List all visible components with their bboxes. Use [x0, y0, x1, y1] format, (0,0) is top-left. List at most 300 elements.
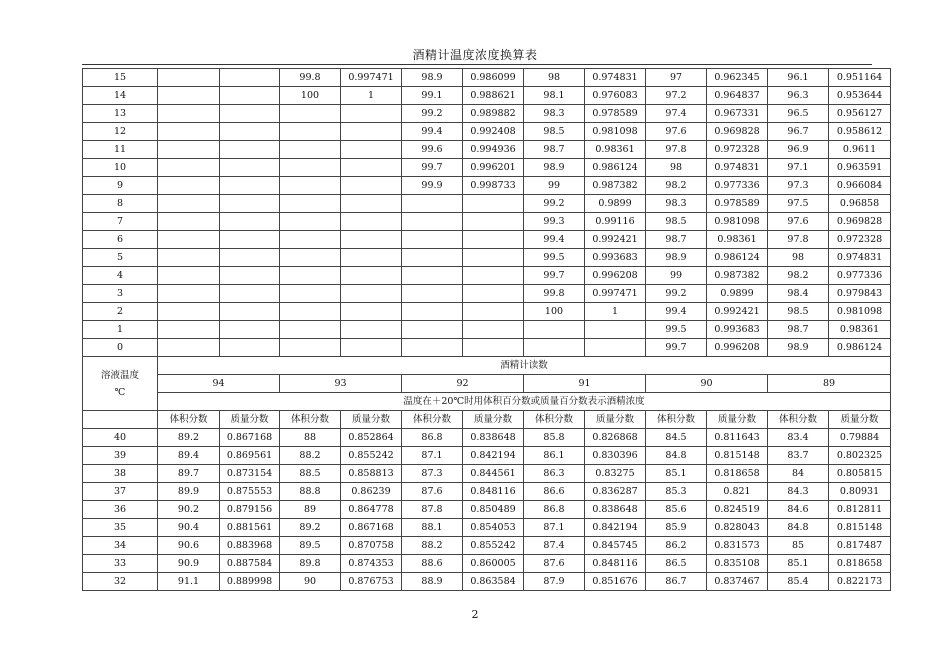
volume-fraction-cell: 86.8 [524, 501, 585, 519]
volume-fraction-cell: 98.3 [646, 195, 707, 213]
mass-fraction-cell: 0.986099 [463, 69, 524, 87]
mass-fraction-cell: 0.848116 [463, 483, 524, 501]
volume-fraction-cell: 99.3 [524, 213, 585, 231]
volume-fraction-cell: 96.3 [768, 87, 829, 105]
volume-fraction-cell [280, 285, 341, 303]
mass-fraction-cell: 0.996208 [585, 267, 646, 285]
volume-fraction-cell: 86.8 [402, 429, 463, 447]
volume-fraction-cell: 97.3 [768, 177, 829, 195]
table-row [83, 465, 891, 483]
mass-fraction-cell: 0.979843 [829, 285, 891, 303]
mass-fraction-cell: 0.842194 [585, 519, 646, 537]
mass-fraction-cell: 0.845745 [585, 537, 646, 555]
volume-fraction-cell: 89.2 [158, 429, 220, 447]
volume-fraction-cell: 87.9 [524, 573, 585, 591]
mass-fraction-cell: 0.986124 [829, 339, 891, 357]
mass-fraction-cell: 0.992421 [707, 303, 768, 321]
mass-fraction-cell: 0.958612 [829, 123, 891, 141]
mass-fraction-cell: 0.956127 [829, 105, 891, 123]
volume-fraction-cell: 85.3 [646, 483, 707, 501]
volume-fraction-cell: 90.2 [158, 501, 220, 519]
table-row [83, 519, 891, 537]
volume-fraction-cell [402, 249, 463, 267]
mass-fraction-cell: 0.98361 [585, 141, 646, 159]
volume-fraction-cell: 89 [280, 501, 341, 519]
volume-fraction-cell [158, 87, 220, 105]
volume-fraction-cell: 96.1 [768, 69, 829, 87]
volume-fraction-cell: 99.9 [402, 177, 463, 195]
volume-fraction-cell: 84.6 [768, 501, 829, 519]
volume-fraction-cell: 99.7 [402, 159, 463, 177]
volume-fraction-cell [158, 105, 220, 123]
volume-fraction-cell: 86.1 [524, 447, 585, 465]
table-row [83, 501, 891, 519]
volume-fraction-cell [280, 177, 341, 195]
volume-fraction-cell: 90 [280, 573, 341, 591]
volume-fraction-cell: 98.9 [524, 159, 585, 177]
volume-fraction-cell: 97.8 [768, 231, 829, 249]
volume-fraction-cell [280, 159, 341, 177]
table-row [83, 429, 891, 447]
mass-fraction-cell: 0.869561 [220, 447, 280, 465]
volume-fraction-cell: 98.9 [402, 69, 463, 87]
mass-fraction-cell: 0.989882 [463, 105, 524, 123]
temperature-cell: 11 [83, 141, 158, 159]
mass-fraction-cell: 0.9899 [585, 195, 646, 213]
mass-fraction-cell [341, 267, 402, 285]
volume-fraction-label: 体积分数 [402, 411, 463, 429]
volume-fraction-cell: 98.9 [646, 249, 707, 267]
volume-fraction-cell [158, 303, 220, 321]
mass-fraction-cell [220, 213, 280, 231]
table-row [83, 213, 891, 231]
mass-fraction-cell: 0.821 [707, 483, 768, 501]
volume-fraction-cell: 97.4 [646, 105, 707, 123]
table-row [83, 537, 891, 555]
mass-fraction-cell: 0.881561 [220, 519, 280, 537]
volume-fraction-cell [402, 267, 463, 285]
mass-fraction-cell: 0.867168 [341, 519, 402, 537]
volume-fraction-cell: 97.5 [768, 195, 829, 213]
mass-fraction-cell: 0.815148 [707, 447, 768, 465]
volume-fraction-cell: 85.9 [646, 519, 707, 537]
volume-fraction-cell: 99.4 [524, 231, 585, 249]
volume-fraction-cell [158, 267, 220, 285]
mass-fraction-cell [220, 141, 280, 159]
mass-fraction-cell: 0.850489 [463, 501, 524, 519]
volume-fraction-cell: 98 [768, 249, 829, 267]
mass-fraction-cell [220, 177, 280, 195]
temperature-cell: 34 [83, 537, 158, 555]
upper-table-body [83, 69, 891, 357]
table-row [83, 231, 891, 249]
temperature-cell: 37 [83, 483, 158, 501]
volume-fraction-cell: 99.5 [524, 249, 585, 267]
mass-fraction-cell: 0.967331 [707, 105, 768, 123]
volume-fraction-cell: 88.5 [280, 465, 341, 483]
lower-table-body [83, 429, 891, 591]
mass-fraction-cell [220, 339, 280, 357]
volume-fraction-cell: 97.6 [646, 123, 707, 141]
temperature-header [83, 357, 158, 411]
mass-fraction-cell: 0.988621 [463, 87, 524, 105]
volume-fraction-cell: 98.3 [524, 105, 585, 123]
volume-fraction-cell: 98.7 [646, 231, 707, 249]
volume-fraction-cell [402, 213, 463, 231]
volume-fraction-cell [280, 231, 341, 249]
volume-fraction-cell: 98.9 [768, 339, 829, 357]
volume-fraction-cell: 88.6 [402, 555, 463, 573]
volume-fraction-cell: 87.1 [402, 447, 463, 465]
volume-fraction-cell: 85.6 [646, 501, 707, 519]
mass-fraction-cell: 0.818658 [707, 465, 768, 483]
table-row [83, 249, 891, 267]
mass-fraction-cell [341, 213, 402, 231]
table-row [83, 303, 891, 321]
concentration-note: 温度在＋20℃时用体积百分数或质量百分数表示酒精浓度 [158, 393, 891, 411]
mass-fraction-cell: 0.835108 [707, 555, 768, 573]
title-divider [82, 64, 872, 65]
volume-fraction-cell: 97.1 [768, 159, 829, 177]
mass-fraction-cell: 0.974831 [829, 249, 891, 267]
mass-fraction-cell [220, 303, 280, 321]
mass-fraction-cell: 0.978589 [707, 195, 768, 213]
volume-fraction-cell: 99.8 [524, 285, 585, 303]
mass-fraction-cell [463, 213, 524, 231]
mass-fraction-cell: 0.818658 [829, 555, 891, 573]
mass-fraction-cell: 0.867168 [220, 429, 280, 447]
mass-fraction-cell: 0.883968 [220, 537, 280, 555]
volume-fraction-cell [280, 123, 341, 141]
mass-fraction-cell: 0.992421 [585, 231, 646, 249]
volume-fraction-cell: 87.6 [402, 483, 463, 501]
volume-fraction-cell: 99.5 [646, 321, 707, 339]
mass-fraction-cell: 0.812811 [829, 501, 891, 519]
mass-fraction-cell: 0.9899 [707, 285, 768, 303]
volume-fraction-cell: 90.9 [158, 555, 220, 573]
mass-fraction-cell [585, 339, 646, 357]
volume-fraction-cell: 85.1 [646, 465, 707, 483]
volume-fraction-cell: 98.5 [524, 123, 585, 141]
temperature-cell: 12 [83, 123, 158, 141]
volume-fraction-cell: 99.1 [402, 87, 463, 105]
temperature-cell: 6 [83, 231, 158, 249]
mass-fraction-cell: 0.83275 [585, 465, 646, 483]
reading-value-5: 89 [768, 375, 891, 393]
volume-fraction-cell: 83.4 [768, 429, 829, 447]
volume-fraction-cell: 98.5 [768, 303, 829, 321]
mass-fraction-cell: 0.876753 [341, 573, 402, 591]
volume-fraction-label: 体积分数 [280, 411, 341, 429]
volume-fraction-label: 体积分数 [524, 411, 585, 429]
mass-fraction-cell: 0.842194 [463, 447, 524, 465]
table-row [83, 159, 891, 177]
mass-fraction-cell [463, 321, 524, 339]
volume-fraction-cell: 90.4 [158, 519, 220, 537]
volume-fraction-label: 体积分数 [646, 411, 707, 429]
temperature-label: 溶液温度 [100, 369, 139, 381]
volume-fraction-cell: 87.8 [402, 501, 463, 519]
volume-fraction-cell: 84.3 [768, 483, 829, 501]
volume-fraction-cell [402, 231, 463, 249]
mass-fraction-cell [341, 303, 402, 321]
volume-fraction-cell [280, 339, 341, 357]
mass-fraction-cell: 0.977336 [829, 267, 891, 285]
reading-value-2: 92 [402, 375, 524, 393]
mass-fraction-label: 质量分数 [341, 411, 402, 429]
volume-fraction-cell: 85.1 [768, 555, 829, 573]
mass-fraction-cell [341, 339, 402, 357]
mass-fraction-cell: 0.98361 [829, 321, 891, 339]
mass-fraction-cell: 0.997471 [585, 285, 646, 303]
volume-fraction-cell [158, 321, 220, 339]
mass-fraction-cell: 0.974831 [585, 69, 646, 87]
volume-fraction-cell: 96.9 [768, 141, 829, 159]
mass-fraction-cell: 0.830396 [585, 447, 646, 465]
mass-fraction-cell: 0.977336 [707, 177, 768, 195]
mass-fraction-cell: 0.969828 [707, 123, 768, 141]
reading-value-4: 90 [646, 375, 768, 393]
volume-fraction-cell [524, 339, 585, 357]
mass-fraction-cell: 0.863584 [463, 573, 524, 591]
mass-fraction-cell: 0.838648 [585, 501, 646, 519]
temperature-cell: 32 [83, 573, 158, 591]
volume-fraction-cell: 97 [646, 69, 707, 87]
mass-fraction-cell: 0.805815 [829, 465, 891, 483]
mass-fraction-cell [220, 267, 280, 285]
volume-fraction-cell: 89.4 [158, 447, 220, 465]
volume-fraction-cell [158, 177, 220, 195]
mass-fraction-label: 质量分数 [463, 411, 524, 429]
mass-fraction-cell: 0.831573 [707, 537, 768, 555]
volume-fraction-cell: 87.3 [402, 465, 463, 483]
mass-fraction-cell: 0.855242 [341, 447, 402, 465]
table-row [83, 195, 891, 213]
volume-fraction-cell: 84.8 [646, 447, 707, 465]
mass-fraction-cell: 0.974831 [707, 159, 768, 177]
mass-fraction-cell [341, 105, 402, 123]
mass-fraction-cell [341, 123, 402, 141]
mass-fraction-label: 质量分数 [829, 411, 891, 429]
mass-fraction-cell: 0.96858 [829, 195, 891, 213]
mass-fraction-cell: 0.993683 [707, 321, 768, 339]
mass-fraction-cell: 0.837467 [707, 573, 768, 591]
table-row [83, 321, 891, 339]
volume-fraction-cell: 85.4 [768, 573, 829, 591]
mass-fraction-cell: 0.811643 [707, 429, 768, 447]
mass-fraction-cell: 0.981098 [829, 303, 891, 321]
volume-fraction-cell: 99 [646, 267, 707, 285]
mass-fraction-cell [463, 267, 524, 285]
temperature-cell: 33 [83, 555, 158, 573]
volume-fraction-cell: 100 [280, 87, 341, 105]
volume-fraction-cell: 98.7 [768, 321, 829, 339]
volume-fraction-cell [402, 195, 463, 213]
mass-fraction-cell: 0.981098 [707, 213, 768, 231]
temperature-cell: 8 [83, 195, 158, 213]
volume-fraction-cell [280, 105, 341, 123]
volume-fraction-label: 体积分数 [768, 411, 829, 429]
volume-fraction-label: 体积分数 [158, 411, 220, 429]
mass-fraction-cell: 0.80931 [829, 483, 891, 501]
mass-fraction-cell: 0.966084 [829, 177, 891, 195]
table-header [83, 357, 891, 429]
mass-fraction-cell: 0.826868 [585, 429, 646, 447]
reading-value-1: 93 [280, 375, 402, 393]
mass-fraction-cell: 0.854053 [463, 519, 524, 537]
mass-fraction-cell: 0.851676 [585, 573, 646, 591]
mass-fraction-cell [220, 249, 280, 267]
reading-value-3: 91 [524, 375, 646, 393]
volume-fraction-cell: 96.7 [768, 123, 829, 141]
volume-fraction-cell: 88.2 [280, 447, 341, 465]
volume-fraction-cell: 86.7 [646, 573, 707, 591]
table-row [83, 285, 891, 303]
mass-fraction-cell: 0.986124 [585, 159, 646, 177]
volume-fraction-cell [402, 285, 463, 303]
volume-fraction-cell [158, 141, 220, 159]
mass-fraction-cell: 0.98361 [707, 231, 768, 249]
volume-fraction-cell: 98.2 [646, 177, 707, 195]
mass-fraction-cell: 0.844561 [463, 465, 524, 483]
reading-header: 酒精计读数 [158, 357, 891, 375]
volume-fraction-cell: 89.9 [158, 483, 220, 501]
volume-fraction-cell: 99.8 [280, 69, 341, 87]
volume-fraction-cell [280, 141, 341, 159]
mass-fraction-cell [220, 321, 280, 339]
volume-fraction-cell [158, 69, 220, 87]
table-row [83, 69, 891, 87]
mass-fraction-cell: 0.836287 [585, 483, 646, 501]
table-row [83, 339, 891, 357]
mass-fraction-cell [220, 159, 280, 177]
mass-fraction-label: 质量分数 [585, 411, 646, 429]
volume-fraction-cell [402, 321, 463, 339]
volume-fraction-cell: 98 [524, 69, 585, 87]
mass-fraction-cell [463, 303, 524, 321]
mass-fraction-cell: 0.887584 [220, 555, 280, 573]
mass-fraction-cell: 0.976083 [585, 87, 646, 105]
mass-fraction-cell: 0.79884 [829, 429, 891, 447]
temperature-cell: 0 [83, 339, 158, 357]
volume-fraction-cell: 87.6 [524, 555, 585, 573]
temperature-cell: 7 [83, 213, 158, 231]
volume-fraction-cell: 98.5 [646, 213, 707, 231]
volume-fraction-cell: 86.3 [524, 465, 585, 483]
mass-fraction-cell [341, 285, 402, 303]
mass-fraction-cell: 0.870758 [341, 537, 402, 555]
page-number: 2 [471, 608, 479, 621]
volume-fraction-cell: 97.6 [768, 213, 829, 231]
mass-fraction-cell: 0.858813 [341, 465, 402, 483]
volume-fraction-cell [402, 339, 463, 357]
volume-fraction-cell [402, 303, 463, 321]
volume-fraction-cell [158, 123, 220, 141]
mass-fraction-cell: 0.951164 [829, 69, 891, 87]
volume-fraction-cell: 88.2 [402, 537, 463, 555]
temperature-cell: 40 [83, 429, 158, 447]
table-row [83, 141, 891, 159]
conversion-table [82, 68, 891, 591]
table-row [83, 483, 891, 501]
volume-fraction-cell [158, 159, 220, 177]
mass-fraction-cell: 0.996208 [707, 339, 768, 357]
mass-fraction-cell: 0.875553 [220, 483, 280, 501]
temperature-cell: 39 [83, 447, 158, 465]
mass-fraction-cell [341, 141, 402, 159]
mass-fraction-cell [220, 285, 280, 303]
temperature-cell: 13 [83, 105, 158, 123]
mass-fraction-cell [463, 231, 524, 249]
temperature-cell: 14 [83, 87, 158, 105]
mass-fraction-cell: 0.802325 [829, 447, 891, 465]
mass-fraction-cell: 0.963591 [829, 159, 891, 177]
temperature-cell: 4 [83, 267, 158, 285]
page-title: 酒精计温度浓度换算表 [412, 48, 538, 62]
mass-fraction-cell: 0.992408 [463, 123, 524, 141]
volume-fraction-cell: 86.5 [646, 555, 707, 573]
mass-fraction-cell [341, 177, 402, 195]
volume-fraction-cell: 99.7 [524, 267, 585, 285]
mass-fraction-cell: 0.873154 [220, 465, 280, 483]
volume-fraction-cell: 99.4 [402, 123, 463, 141]
volume-fraction-cell: 99.7 [646, 339, 707, 357]
mass-fraction-cell: 0.964837 [707, 87, 768, 105]
mass-fraction-cell: 0.994936 [463, 141, 524, 159]
temperature-cell: 5 [83, 249, 158, 267]
mass-fraction-cell: 0.855242 [463, 537, 524, 555]
mass-fraction-cell: 0.874353 [341, 555, 402, 573]
volume-fraction-cell [280, 267, 341, 285]
volume-fraction-cell [280, 321, 341, 339]
mass-fraction-cell: 0.879156 [220, 501, 280, 519]
mass-fraction-cell: 0.962345 [707, 69, 768, 87]
table-row [83, 87, 891, 105]
volume-fraction-cell: 99.6 [402, 141, 463, 159]
volume-fraction-cell: 98.1 [524, 87, 585, 105]
volume-fraction-cell [524, 321, 585, 339]
temperature-cell: 9 [83, 177, 158, 195]
temperature-cell: 35 [83, 519, 158, 537]
mass-fraction-cell [220, 123, 280, 141]
volume-fraction-cell: 88 [280, 429, 341, 447]
volume-fraction-cell: 87.1 [524, 519, 585, 537]
volume-fraction-cell: 100 [524, 303, 585, 321]
mass-fraction-cell: 0.848116 [585, 555, 646, 573]
volume-fraction-cell: 96.5 [768, 105, 829, 123]
volume-fraction-cell: 84.8 [768, 519, 829, 537]
mass-fraction-cell: 0.987382 [585, 177, 646, 195]
volume-fraction-cell: 87.4 [524, 537, 585, 555]
volume-fraction-cell: 85 [768, 537, 829, 555]
table-row [83, 123, 891, 141]
volume-fraction-cell [158, 339, 220, 357]
volume-fraction-cell [280, 195, 341, 213]
mass-fraction-cell: 1 [585, 303, 646, 321]
column-label-row [83, 411, 891, 429]
mass-fraction-cell [220, 105, 280, 123]
volume-fraction-cell: 99.2 [402, 105, 463, 123]
volume-fraction-cell: 99.2 [524, 195, 585, 213]
mass-fraction-cell: 0.981098 [585, 123, 646, 141]
mass-fraction-cell: 0.86239 [341, 483, 402, 501]
temperature-unit: ℃ [114, 386, 126, 398]
volume-fraction-cell: 84 [768, 465, 829, 483]
mass-fraction-label: 质量分数 [220, 411, 280, 429]
mass-fraction-cell: 0.953644 [829, 87, 891, 105]
volume-fraction-cell [158, 249, 220, 267]
volume-fraction-cell: 98.4 [768, 285, 829, 303]
